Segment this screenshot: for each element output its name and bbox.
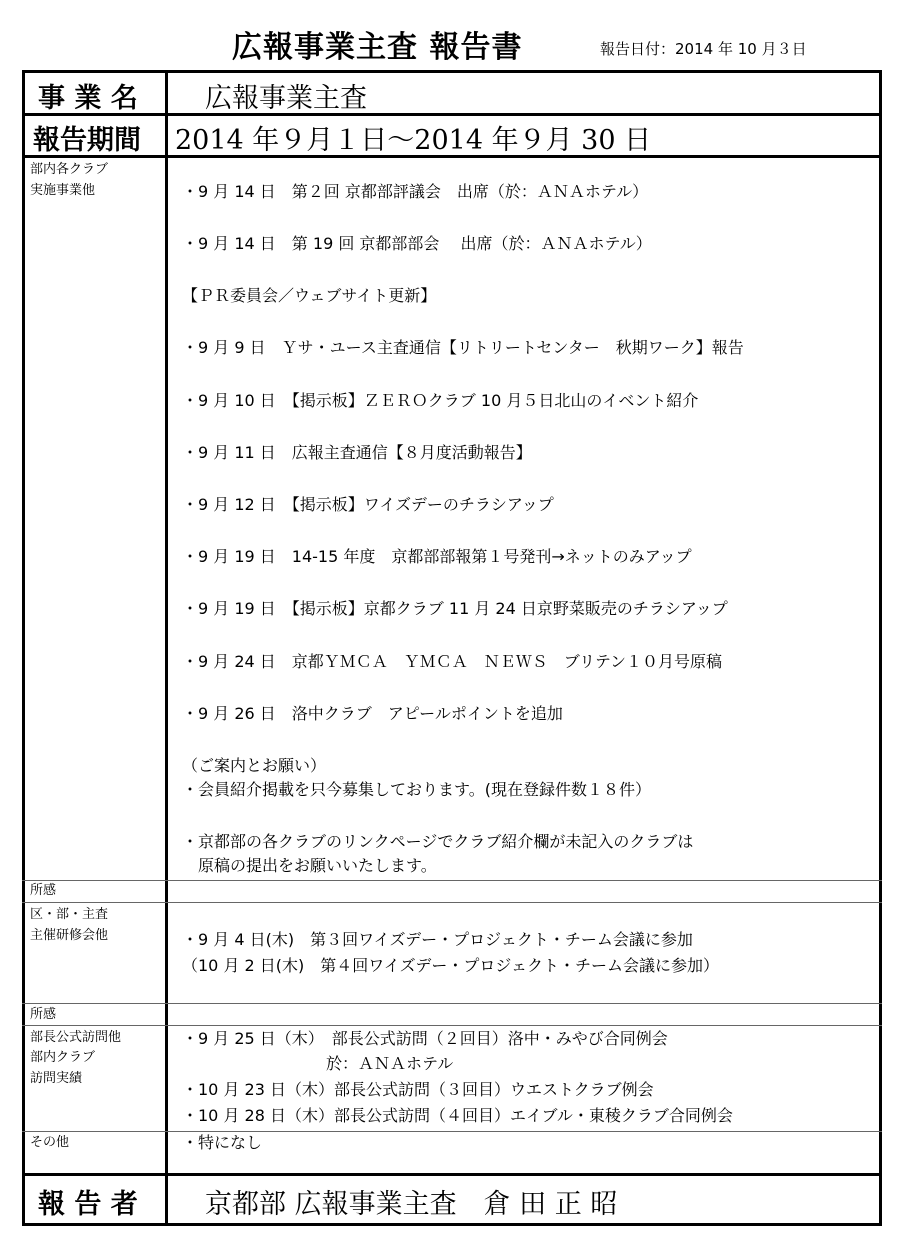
- bunai-label-line2: 実施事業他: [30, 183, 96, 198]
- jigyo-label: 事 業 名: [38, 83, 138, 114]
- list-item: ・9 月 12 日 【掲示板】ワイズデーのチラシアップ: [182, 495, 554, 514]
- list-item: ・9 月 11 日 広報主査通信【８月度活動報告】: [182, 443, 532, 462]
- list-item: ・9 月 19 日 14-15 年度 京都部部報第１号発刊→ネットのみアップ: [182, 547, 692, 566]
- row-divider: [22, 113, 882, 116]
- sonota-label: その他: [30, 1135, 70, 1150]
- row-divider: [22, 1003, 882, 1004]
- notice-line: ・会員紹介掲載を只今募集しております。(現在登録件数１８件）: [182, 780, 651, 799]
- kikan-label: 報告期間: [33, 125, 141, 156]
- bunai-label-line1: 部内各クラブ: [30, 162, 109, 177]
- row-divider: [22, 902, 882, 903]
- list-item: ・9 月 26 日 洛中クラブ アピールポイントを追加: [182, 704, 563, 723]
- list-item: 【ＰＲ委員会／ウェブサイト更新】: [182, 286, 437, 305]
- list-item: ・9 月 25 日（木） 部長公式訪問（２回目）洛中・みやび合同例会: [182, 1029, 668, 1048]
- row-divider: [22, 1025, 882, 1026]
- kikan-value: 2014 年９月１日～2014 年９月 30 日: [175, 125, 652, 156]
- row-divider: [22, 1173, 882, 1176]
- list-item: ・10 月 28 日（木）部長公式訪問（４回目）エイブル・東稜クラブ合同例会: [182, 1106, 733, 1125]
- list-item: ・9 月 24 日 京都ＹＭＣＡ ＹＭＣＡ ＮＥＷＳ ブリテン１０月号原稿: [182, 652, 723, 671]
- jigyo-value: 広報事業主査: [205, 83, 367, 114]
- list-item: （10 月 2 日(木) 第４回ワイズデー・プロジェクト・チーム会議に参加）: [182, 956, 720, 975]
- notice-line: 原稿の提出をお願いいたします。: [182, 856, 437, 875]
- notice-line: ・京都部の各クラブのリンクページでクラブ紹介欄が未記入のクラブは: [182, 832, 694, 851]
- kenshu-label-line1: 区・部・主査: [30, 907, 109, 922]
- list-item: ・9 月 10 日 【掲示板】ＺＥＲＯクラブ 10 月５日北山のイベント紹介: [182, 391, 699, 410]
- column-divider: [165, 70, 168, 1226]
- shokan2-label: 所感: [30, 1007, 57, 1022]
- report-date: 報告日付：2014 年 10 月３日: [600, 40, 807, 58]
- homon-label-line2: 部内クラブ: [30, 1050, 96, 1065]
- hokokusha-label: 報 告 者: [38, 1189, 138, 1220]
- kenshu-label-line2: 主催研修会他: [30, 928, 109, 943]
- list-item: ・9 月 9 日 Ｙサ・ユース主査通信【リトリートセンター 秋期ワーク】報告: [182, 338, 744, 357]
- hokokusha-value: 京都部 広報事業主査 倉 田 正 昭: [205, 1189, 618, 1220]
- list-item: ・9 月 14 日 第 19 回 京都部部会 出席（於：ＡＮＡホテル）: [182, 234, 652, 253]
- notice-heading: （ご案内とお願い）: [182, 756, 327, 775]
- document-title: 広報事業主査 報告書: [232, 30, 523, 65]
- list-item: ・9 月 4 日(木) 第３回ワイズデー・プロジェクト・チーム会議に参加: [182, 930, 693, 949]
- list-item: 於：ＡＮＡホテル: [182, 1054, 454, 1073]
- list-item: ・9 月 19 日 【掲示板】京都クラブ 11 月 24 日京野菜販売のチラシアップ: [182, 599, 728, 618]
- sonota-value: ・特になし: [182, 1133, 263, 1152]
- row-divider: [22, 1131, 882, 1132]
- shokan-label: 所感: [30, 883, 57, 898]
- list-item: ・10 月 23 日（木）部長公式訪問（３回目）ウエストクラブ例会: [182, 1080, 654, 1099]
- homon-label-line1: 部長公式訪問他: [30, 1030, 122, 1045]
- homon-label-line3: 訪問実績: [30, 1071, 83, 1086]
- list-item: ・9 月 14 日 第２回 京都部評議会 出席（於：ＡＮＡホテル）: [182, 182, 649, 201]
- row-divider: [22, 880, 882, 881]
